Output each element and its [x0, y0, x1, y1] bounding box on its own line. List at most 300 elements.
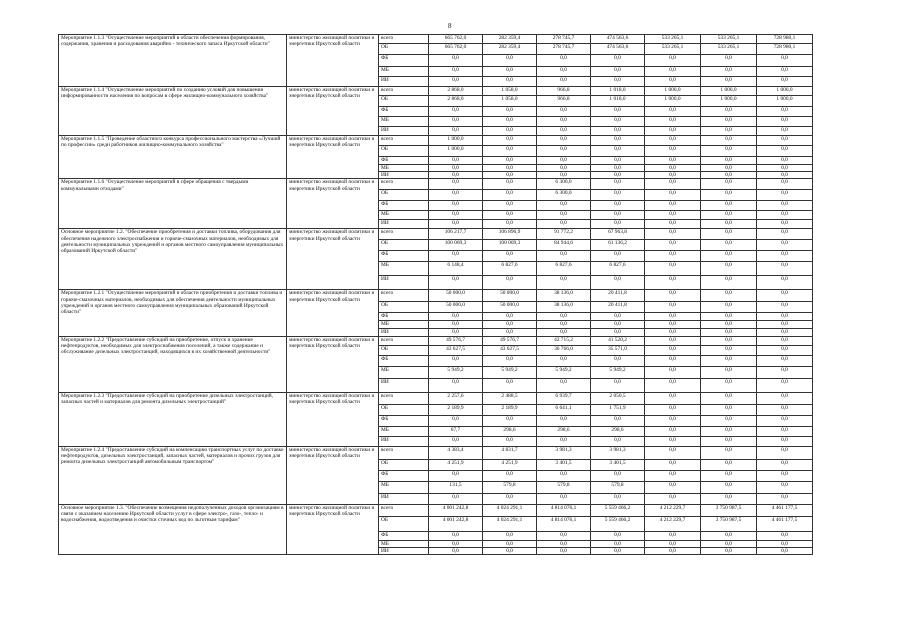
amount-cell: 0,0 [701, 547, 757, 554]
amount-cell: 533 265,1 [701, 44, 757, 55]
funding-source: ФБ [379, 355, 429, 366]
amount-cell: 0,0 [537, 531, 591, 540]
amount-cell: 0,0 [757, 172, 813, 179]
funding-source: ИИ [379, 276, 429, 290]
amount-cell: 0,0 [483, 378, 537, 392]
responsible-executor: министерство жилищной политики и энергетики Иркутской области [287, 446, 379, 504]
amount-cell: 20 411,8 [591, 290, 645, 302]
amount-cell: 0,0 [537, 547, 591, 554]
funding-source: всего [379, 392, 429, 404]
amount-cell: 0,0 [757, 211, 813, 220]
funding-source: ИИ [379, 220, 429, 229]
amount-cell: 0,0 [537, 436, 591, 446]
table-row [59, 136, 813, 146]
funding-source: ОБ [379, 516, 429, 531]
amount-cell: 50 000,0 [429, 302, 483, 313]
amount-cell: 0,0 [537, 313, 591, 321]
amount-cell: 0,0 [701, 229, 757, 240]
amount-cell: 4 001 242,8 [429, 504, 483, 516]
amount-cell: 1 000,0 [429, 146, 483, 157]
activity-name: Основное мероприятие 1.3. "Обеспечение возмещения недополученных доходов организациям в связи с оказанием населению Иркутской области услуг в сфере электро-, газо-, тепло- и водоснабжения, водоотведения и очистки сточных вод по льготным тарифам" [59, 504, 287, 554]
activity-name: Мероприятие 1.2.2 "Предоставление субсидий на приобретение, отпуск и хранение нефтепродуктов, необходимых для электроснабжения поселений, а также содержание и обслуживание дизельных электростанций, находящихся в их хозяйственной деятельности" [59, 336, 287, 392]
amount-cell: 298,6 [591, 426, 645, 436]
amount-cell: 0,0 [645, 229, 701, 240]
amount-cell: 67,7 [429, 426, 483, 436]
amount-cell: 0,0 [483, 355, 537, 366]
amount-cell: 0,0 [591, 531, 645, 540]
amount-cell: 0,0 [757, 229, 813, 240]
funding-source: МБ [379, 211, 429, 220]
amount-cell: 966,8 [537, 96, 591, 107]
activity-name: Мероприятие 1.1.3 "Осуществление мероприятий в области обеспечения формирования, содержания, хранения и расходования аварийно - технического запаса Иркутской области" [59, 35, 287, 87]
activity-name: Мероприятие 1.2.4 "Предоставление субсидий на компенсацию транспортных услуг по доставке нефтепродуктов, дизельных электростанций, запасных частей, материалов и прочих грузов для ремонта дизельных электростанций автомобильным транспортом" [59, 446, 287, 504]
amount-cell: 0,0 [645, 470, 701, 481]
amount-cell: 0,0 [701, 77, 757, 87]
amount-cell: 0,0 [537, 157, 591, 165]
amount-cell: 0,0 [483, 220, 537, 229]
amount-cell: 6 827,6 [483, 262, 537, 276]
amount-cell: 0,0 [483, 77, 537, 87]
amount-cell: 0,0 [591, 313, 645, 321]
amount-cell: 0,0 [701, 302, 757, 313]
amount-cell: 0,0 [701, 355, 757, 366]
amount-cell: 0,0 [591, 67, 645, 77]
funding-source: ИИ [379, 127, 429, 136]
amount-cell: 0,0 [483, 179, 537, 190]
amount-cell: 3 981,3 [537, 446, 591, 459]
amount-cell: 0,0 [591, 201, 645, 211]
amount-cell: 0,0 [645, 251, 701, 262]
amount-cell: 0,0 [757, 345, 813, 355]
funding-source: ОБ [379, 44, 429, 55]
amount-cell: 0,0 [757, 446, 813, 459]
funding-source: ИИ [379, 329, 429, 336]
amount-cell: 0,0 [645, 459, 701, 470]
amount-cell: 4 212 229,7 [645, 504, 701, 516]
amount-cell: 0,0 [483, 190, 537, 201]
amount-cell: 474 563,6 [591, 35, 645, 44]
amount-cell: 0,0 [701, 107, 757, 117]
amount-cell: 0,0 [645, 157, 701, 165]
amount-cell: 0,0 [757, 127, 813, 136]
amount-cell: 0,0 [701, 336, 757, 345]
amount-cell: 0,0 [537, 107, 591, 117]
amount-cell: 0,0 [429, 77, 483, 87]
amount-cell: 0,0 [429, 355, 483, 366]
funding-source: МБ [379, 67, 429, 77]
table-row [59, 504, 813, 516]
amount-cell: 49 576,7 [429, 336, 483, 345]
amount-cell: 0,0 [537, 540, 591, 547]
amount-cell: 0,0 [645, 531, 701, 540]
amount-cell: 0,0 [537, 117, 591, 127]
amount-cell: 0,0 [757, 240, 813, 251]
funding-source: МБ [379, 321, 429, 329]
funding-source: МБ [379, 426, 429, 436]
amount-cell: 0,0 [645, 290, 701, 302]
amount-cell: 0,0 [591, 329, 645, 336]
amount-cell: 0,0 [701, 459, 757, 470]
funding-source: МБ [379, 481, 429, 493]
amount-cell: 0,0 [757, 540, 813, 547]
amount-cell: 0,0 [701, 211, 757, 220]
amount-cell: 0,0 [701, 276, 757, 290]
amount-cell: 20 411,8 [591, 302, 645, 313]
amount-cell: 0,0 [537, 77, 591, 87]
amount-cell: 0,0 [429, 547, 483, 554]
funding-source: всего [379, 229, 429, 240]
amount-cell: 3 401,5 [537, 459, 591, 470]
funding-source: ОБ [379, 404, 429, 415]
amount-cell: 0,0 [757, 55, 813, 67]
amount-cell: 0,0 [701, 117, 757, 127]
amount-cell: 0,0 [757, 165, 813, 172]
amount-cell: 2 050,5 [591, 392, 645, 404]
amount-cell: 0,0 [645, 146, 701, 157]
amount-cell: 298,6 [537, 426, 591, 436]
amount-cell: 0,0 [429, 436, 483, 446]
amount-cell: 0,0 [701, 290, 757, 302]
amount-cell: 6 641,1 [537, 404, 591, 415]
amount-cell: 0,0 [645, 127, 701, 136]
amount-cell: 0,0 [429, 415, 483, 426]
amount-cell: 0,0 [537, 146, 591, 157]
amount-cell: 36 766,0 [537, 345, 591, 355]
amount-cell: 0,0 [483, 329, 537, 336]
responsible-executor: министерство жилищной политики и энергетики Иркутской области [287, 87, 379, 136]
amount-cell: 0,0 [757, 459, 813, 470]
amount-cell: 0,0 [537, 136, 591, 146]
amount-cell: 665 762,0 [429, 35, 483, 44]
amount-cell: 0,0 [757, 302, 813, 313]
amount-cell: 0,0 [483, 436, 537, 446]
amount-cell: 0,0 [701, 127, 757, 136]
amount-cell: 0,0 [429, 321, 483, 329]
amount-cell: 91 772,2 [537, 229, 591, 240]
amount-cell: 0,0 [483, 276, 537, 290]
table-row [59, 87, 813, 96]
funding-source: ФБ [379, 470, 429, 481]
amount-cell: 43 627,5 [483, 345, 537, 355]
amount-cell: 0,0 [537, 55, 591, 67]
amount-cell: 1 000,0 [701, 96, 757, 107]
amount-cell: 0,0 [591, 172, 645, 179]
amount-cell: 0,0 [757, 366, 813, 378]
funding-source: всего [379, 446, 429, 459]
table-row [59, 229, 813, 240]
amount-cell: 0,0 [483, 321, 537, 329]
table-row [59, 290, 813, 302]
amount-cell: 0,0 [429, 190, 483, 201]
amount-cell: 3 750 987,5 [701, 516, 757, 531]
activity-name: Мероприятие 1.2.3 "Предоставление субсидий на приобретение дизельных электростанций, запасных частей и материалов для ремонта дизельных электростанций" [59, 392, 287, 446]
amount-cell: 0,0 [591, 493, 645, 504]
amount-cell: 0,0 [757, 493, 813, 504]
funding-source: МБ [379, 165, 429, 172]
amount-cell: 0,0 [537, 220, 591, 229]
amount-cell: 0,0 [429, 107, 483, 117]
amount-cell: 0,0 [701, 531, 757, 540]
amount-cell: 0,0 [591, 355, 645, 366]
table-row [59, 446, 813, 459]
funding-source: всего [379, 35, 429, 44]
amount-cell: 0,0 [701, 378, 757, 392]
amount-cell: 0,0 [757, 481, 813, 493]
amount-cell: 0,0 [483, 470, 537, 481]
amount-cell: 0,0 [757, 190, 813, 201]
amount-cell: 0,0 [701, 251, 757, 262]
activity-name: Основное мероприятие 1.2. "Обеспечение приобретения и доставки топлива, оборудования для обеспечения надежного электроснабжения и горюче-смазочных материалов, необходимых для деятельности муниципальных учреждений и органов местного самоуправления муниципальных образований Иркутской области" [59, 229, 287, 290]
amount-cell: 0,0 [757, 321, 813, 329]
amount-cell: 5 559 466,2 [591, 504, 645, 516]
funding-source: ИИ [379, 378, 429, 392]
funding-source: ИИ [379, 436, 429, 446]
amount-cell: 0,0 [537, 415, 591, 426]
amount-cell: 1 000,0 [757, 96, 813, 107]
amount-cell: 0,0 [591, 77, 645, 87]
amount-cell: 38 136,0 [537, 290, 591, 302]
amount-cell: 0,0 [757, 201, 813, 211]
amount-cell: 0,0 [757, 404, 813, 415]
amount-cell: 0,0 [645, 345, 701, 355]
amount-cell: 0,0 [701, 146, 757, 157]
responsible-executor: министерство жилищной политики и энергетики Иркутской области [287, 336, 379, 392]
amount-cell: 0,0 [429, 55, 483, 67]
funding-source: ФБ [379, 157, 429, 165]
amount-cell: 278 745,7 [537, 44, 591, 55]
amount-cell: 0,0 [645, 336, 701, 345]
amount-cell: 0,0 [701, 470, 757, 481]
amount-cell: 0,0 [757, 336, 813, 345]
amount-cell: 0,0 [757, 290, 813, 302]
amount-cell: 0,0 [757, 415, 813, 426]
amount-cell: 0,0 [701, 165, 757, 172]
amount-cell: 131,5 [429, 481, 483, 493]
amount-cell: 0,0 [645, 547, 701, 554]
funding-source: ОБ [379, 96, 429, 107]
amount-cell: 0,0 [757, 67, 813, 77]
amount-cell: 0,0 [537, 378, 591, 392]
amount-cell: 0,0 [483, 136, 537, 146]
amount-cell: 0,0 [537, 355, 591, 366]
amount-cell: 0,0 [701, 201, 757, 211]
amount-cell: 50 000,0 [483, 290, 537, 302]
amount-cell: 0,0 [701, 179, 757, 190]
responsible-executor: министерство жилищной политики и энергетики Иркутской области [287, 392, 379, 446]
amount-cell: 0,0 [483, 531, 537, 540]
amount-cell: 0,0 [483, 55, 537, 67]
amount-cell: 0,0 [645, 190, 701, 201]
amount-cell: 0,0 [537, 211, 591, 220]
amount-cell: 50 000,0 [483, 302, 537, 313]
amount-cell: 0,0 [483, 117, 537, 127]
amount-cell: 4 814 076,1 [537, 516, 591, 531]
amount-cell: 0,0 [591, 251, 645, 262]
amount-cell: 579,8 [591, 481, 645, 493]
funding-source: ОБ [379, 190, 429, 201]
amount-cell: 0,0 [701, 481, 757, 493]
amount-cell: 0,0 [591, 146, 645, 157]
activity-name: Мероприятие 1.1.4 "Осуществление мероприятий по созданию условий для повышения информированности населения по вопросам в сфере жилищно-коммунального хозяйства" [59, 87, 287, 136]
amount-cell: 0,0 [757, 531, 813, 540]
amount-cell: 3 750 987,5 [701, 504, 757, 516]
amount-cell: 0,0 [429, 276, 483, 290]
amount-cell: 0,0 [591, 136, 645, 146]
amount-cell: 0,0 [591, 55, 645, 67]
amount-cell: 0,0 [757, 378, 813, 392]
amount-cell: 0,0 [537, 321, 591, 329]
amount-cell: 0,0 [429, 165, 483, 172]
amount-cell: 0,0 [429, 211, 483, 220]
amount-cell: 0,0 [701, 67, 757, 77]
amount-cell: 0,0 [757, 157, 813, 165]
amount-cell: 4 383,4 [429, 446, 483, 459]
funding-source: ИИ [379, 172, 429, 179]
amount-cell: 5 949,2 [537, 366, 591, 378]
amount-cell: 298,6 [483, 426, 537, 436]
amount-cell: 0,0 [591, 127, 645, 136]
amount-cell: 0,0 [483, 211, 537, 220]
funding-source: МБ [379, 262, 429, 276]
amount-cell: 5 559 466,2 [591, 516, 645, 531]
amount-cell: 0,0 [645, 366, 701, 378]
amount-cell: 84 944,6 [537, 240, 591, 251]
amount-cell: 0,0 [645, 240, 701, 251]
amount-cell: 0,0 [537, 172, 591, 179]
amount-cell: 106 217,7 [429, 229, 483, 240]
amount-cell: 0,0 [483, 201, 537, 211]
amount-cell: 0,0 [591, 220, 645, 229]
amount-cell: 0,0 [757, 276, 813, 290]
amount-cell: 3 401,5 [591, 459, 645, 470]
amount-cell: 0,0 [483, 313, 537, 321]
funding-source: ОБ [379, 240, 429, 251]
amount-cell: 0,0 [645, 329, 701, 336]
amount-cell: 0,0 [591, 190, 645, 201]
amount-cell: 0,0 [429, 220, 483, 229]
amount-cell: 0,0 [483, 540, 537, 547]
amount-cell: 0,0 [537, 493, 591, 504]
amount-cell: 0,0 [591, 547, 645, 554]
amount-cell: 1 000,0 [645, 96, 701, 107]
amount-cell: 4 251,9 [483, 459, 537, 470]
funding-source: ФБ [379, 107, 429, 117]
funding-source: ФБ [379, 531, 429, 540]
funding-source: всего [379, 290, 429, 302]
amount-cell: 0,0 [591, 211, 645, 220]
amount-cell: 0,0 [591, 107, 645, 117]
amount-cell: 0,0 [701, 446, 757, 459]
funding-source: ФБ [379, 201, 429, 211]
funding-source: ОБ [379, 302, 429, 313]
funding-source: МБ [379, 540, 429, 547]
amount-cell: 1 000,0 [429, 136, 483, 146]
amount-cell: 0,0 [645, 165, 701, 172]
amount-cell: 4 831,7 [483, 446, 537, 459]
amount-cell: 0,0 [429, 127, 483, 136]
amount-cell: 728 980,1 [757, 35, 813, 44]
amount-cell: 0,0 [483, 67, 537, 77]
amount-cell: 1 000,0 [645, 87, 701, 96]
amount-cell: 38 136,0 [537, 302, 591, 313]
amount-cell: 0,0 [645, 136, 701, 146]
amount-cell: 5 949,2 [429, 366, 483, 378]
amount-cell: 282 359,4 [483, 35, 537, 44]
amount-cell: 0,0 [757, 329, 813, 336]
amount-cell: 3 981,3 [591, 446, 645, 459]
amount-cell: 579,8 [483, 481, 537, 493]
amount-cell: 0,0 [645, 540, 701, 547]
amount-cell: 0,0 [537, 329, 591, 336]
funding-source: ФБ [379, 313, 429, 321]
amount-cell: 0,0 [537, 276, 591, 290]
amount-cell: 5 949,2 [483, 366, 537, 378]
amount-cell: 0,0 [757, 426, 813, 436]
amount-cell: 2 189,9 [483, 404, 537, 415]
amount-cell: 0,0 [701, 55, 757, 67]
amount-cell: 0,0 [757, 136, 813, 146]
amount-cell: 579,8 [537, 481, 591, 493]
amount-cell: 6 148,4 [429, 262, 483, 276]
amount-cell: 100 069,3 [429, 240, 483, 251]
amount-cell: 0,0 [757, 313, 813, 321]
amount-cell: 0,0 [591, 321, 645, 329]
amount-cell: 0,0 [645, 201, 701, 211]
amount-cell: 0,0 [483, 415, 537, 426]
amount-cell: 0,0 [537, 470, 591, 481]
amount-cell: 0,0 [701, 345, 757, 355]
amount-cell: 0,0 [483, 107, 537, 117]
amount-cell: 0,0 [757, 262, 813, 276]
table-row [59, 35, 813, 44]
amount-cell: 0,0 [483, 547, 537, 554]
amount-cell: 533 265,1 [645, 44, 701, 55]
amount-cell: 0,0 [645, 276, 701, 290]
amount-cell: 0,0 [537, 127, 591, 136]
amount-cell: 0,0 [645, 313, 701, 321]
amount-cell: 1 058,0 [483, 96, 537, 107]
amount-cell: 0,0 [757, 436, 813, 446]
amount-cell: 0,0 [757, 220, 813, 229]
amount-cell: 0,0 [429, 329, 483, 336]
amount-cell: 106 896,9 [483, 229, 537, 240]
amount-cell: 282 359,4 [483, 44, 537, 55]
amount-cell: 0,0 [701, 240, 757, 251]
amount-cell: 0,0 [645, 220, 701, 229]
responsible-executor: министерство жилищной политики и энергетики Иркутской области [287, 504, 379, 554]
amount-cell: 0,0 [591, 540, 645, 547]
amount-cell: 0,0 [429, 157, 483, 165]
amount-cell: 0,0 [429, 378, 483, 392]
amount-cell: 0,0 [645, 107, 701, 117]
amount-cell: 0,0 [701, 404, 757, 415]
funding-source: ОБ [379, 345, 429, 355]
amount-cell: 0,0 [701, 190, 757, 201]
amount-cell: 533 265,1 [701, 35, 757, 44]
amount-cell: 0,0 [429, 540, 483, 547]
amount-cell: 0,0 [701, 426, 757, 436]
amount-cell: 6 300,0 [537, 190, 591, 201]
amount-cell: 0,0 [645, 77, 701, 87]
amount-cell: 0,0 [591, 165, 645, 172]
amount-cell: 0,0 [645, 436, 701, 446]
amount-cell: 0,0 [757, 146, 813, 157]
amount-cell: 278 745,7 [537, 35, 591, 44]
amount-cell: 5 949,2 [591, 366, 645, 378]
amount-cell: 0,0 [701, 172, 757, 179]
amount-cell: 0,0 [537, 165, 591, 172]
amount-cell: 0,0 [757, 470, 813, 481]
